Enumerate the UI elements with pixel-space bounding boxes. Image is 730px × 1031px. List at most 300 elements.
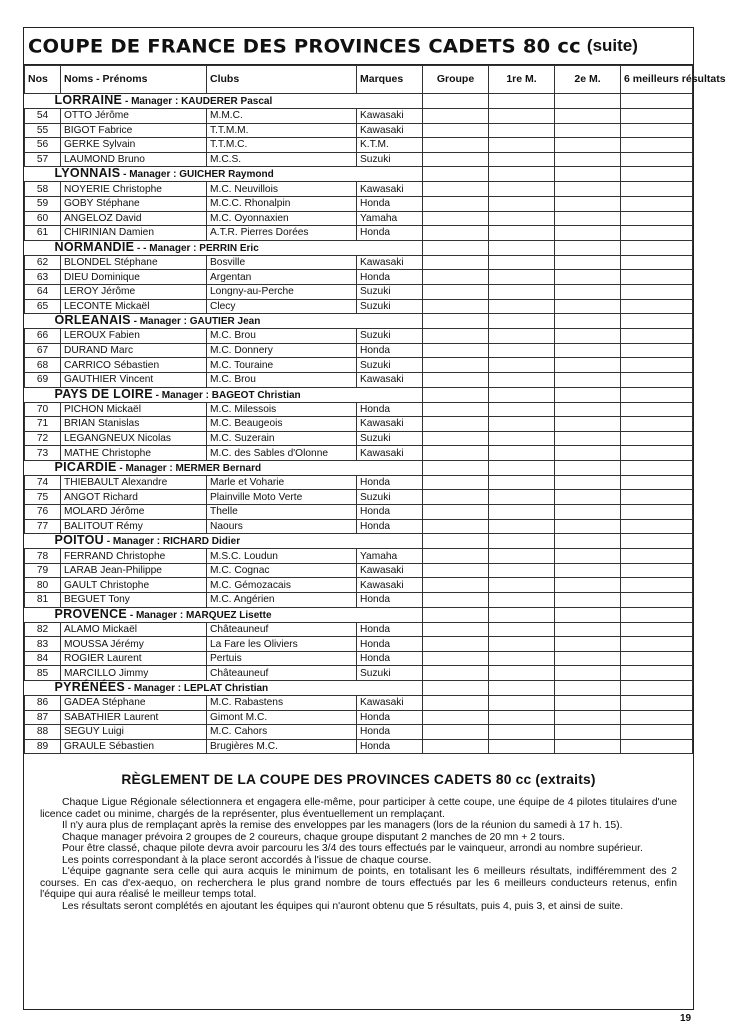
rider-name: ALAMO Mickaël — [61, 622, 207, 637]
header-clubs: Clubs — [207, 66, 357, 94]
region-manager: - - Manager : PERRIN Eric — [134, 242, 259, 254]
region-manager: - Manager : BAGEOT Christian — [152, 389, 301, 401]
table-row — [25, 446, 693, 461]
manche1-cell — [489, 109, 555, 124]
rider-name: MARCILLO Jimmy — [61, 666, 207, 681]
region-spacer-cell — [489, 534, 555, 549]
region-spacer-cell — [489, 681, 555, 696]
rider-number: 84 — [25, 651, 61, 666]
rider-name: ANGELOZ David — [61, 211, 207, 226]
manche2-cell — [555, 431, 621, 446]
rider-club: Châteauneuf — [207, 622, 357, 637]
region-spacer-cell — [621, 387, 693, 402]
best6-cell — [621, 270, 693, 285]
manche2-cell — [555, 255, 621, 270]
groupe-cell — [423, 358, 489, 373]
manche1-cell — [489, 622, 555, 637]
header-marques: Marques — [357, 66, 423, 94]
best6-cell — [621, 152, 693, 167]
rider-number: 62 — [25, 255, 61, 270]
rider-club: Gimont M.C. — [207, 710, 357, 725]
rider-number: 56 — [25, 138, 61, 153]
rider-name: MATHE Christophe — [61, 446, 207, 461]
manche1-cell — [489, 343, 555, 358]
region-spacer-cell — [489, 240, 555, 255]
rider-brand: Honda — [357, 270, 423, 285]
region-manager: - Manager : GUICHER Raymond — [120, 169, 274, 181]
table-row — [25, 696, 693, 711]
rider-brand: Honda — [357, 519, 423, 534]
region-spacer-cell — [621, 314, 693, 329]
manche2-cell — [555, 739, 621, 754]
rider-club: Thelle — [207, 505, 357, 520]
rider-club: Clecy — [207, 299, 357, 314]
region-name: POITOU — [54, 533, 104, 548]
manche1-cell — [489, 402, 555, 417]
region-header-row — [25, 607, 693, 622]
table-row — [25, 490, 693, 505]
manche1-cell — [489, 196, 555, 211]
region-spacer-cell — [423, 167, 489, 182]
header-1re-manche: 1re M. — [489, 66, 555, 94]
manche1-cell — [489, 593, 555, 608]
groupe-cell — [423, 563, 489, 578]
region-spacer-cell — [489, 167, 555, 182]
rider-brand: Yamaha — [357, 211, 423, 226]
rider-brand: Kawasaki — [357, 417, 423, 432]
table-row — [25, 431, 693, 446]
rider-name: BALITOUT Rémy — [61, 519, 207, 534]
table-row — [25, 593, 693, 608]
rider-brand: Suzuki — [357, 284, 423, 299]
rider-name: LECONTE Mickaël — [61, 299, 207, 314]
table-row — [25, 505, 693, 520]
best6-cell — [621, 651, 693, 666]
rider-club: M.C. Oyonnaxien — [207, 211, 357, 226]
rider-club: Plainville Moto Verte — [207, 490, 357, 505]
table-row — [25, 152, 693, 167]
groupe-cell — [423, 182, 489, 197]
manche2-cell — [555, 505, 621, 520]
table-row — [25, 358, 693, 373]
page-number: 19 — [680, 1013, 692, 1024]
manche2-cell — [555, 329, 621, 344]
rider-name: PICHON Mickaël — [61, 402, 207, 417]
rider-club: T.T.M.C. — [207, 138, 357, 153]
rider-number: 68 — [25, 358, 61, 373]
rider-brand: Suzuki — [357, 666, 423, 681]
best6-cell — [621, 637, 693, 652]
groupe-cell — [423, 637, 489, 652]
rider-number: 86 — [25, 696, 61, 711]
rider-brand: Honda — [357, 196, 423, 211]
best6-cell — [621, 284, 693, 299]
table-row — [25, 622, 693, 637]
region-spacer-cell — [423, 534, 489, 549]
groupe-cell — [423, 109, 489, 124]
region-spacer-cell — [621, 94, 693, 109]
region-spacer-cell — [489, 387, 555, 402]
region-spacer-cell — [489, 607, 555, 622]
rider-name: ANGOT Richard — [61, 490, 207, 505]
rider-name: SEGUY Luigi — [61, 725, 207, 740]
groupe-cell — [423, 549, 489, 564]
manche1-cell — [489, 446, 555, 461]
rules-paragraph: Il n'y aura plus de remplaçant après la remise des enveloppes par les managers (lors de la réunion du samedi à 17 h. 15). — [62, 820, 623, 832]
best6-cell — [621, 490, 693, 505]
manche2-cell — [555, 563, 621, 578]
rider-brand: Honda — [357, 622, 423, 637]
rider-name: LEROY Jérôme — [61, 284, 207, 299]
manche1-cell — [489, 299, 555, 314]
manche2-cell — [555, 710, 621, 725]
region-spacer-cell — [423, 314, 489, 329]
manche2-cell — [555, 109, 621, 124]
header-nos: Nos — [25, 66, 61, 94]
best6-cell — [621, 123, 693, 138]
rules-paragraph: Les résultats seront complétés en ajoutant les équipes qui n'auront obtenu que 5 résultats, puis 4, puis 3, et ainsi de suite. — [62, 900, 624, 912]
riders-table — [24, 65, 726, 754]
manche1-cell — [489, 417, 555, 432]
region-spacer-cell — [555, 460, 621, 475]
rider-number: 88 — [25, 725, 61, 740]
rider-club: M.C. Angérien — [207, 593, 357, 608]
manche2-cell — [555, 651, 621, 666]
rider-club: M.C. Cognac — [207, 563, 357, 578]
rider-brand: Honda — [357, 739, 423, 754]
groupe-cell — [423, 490, 489, 505]
rider-brand: Kawasaki — [357, 372, 423, 387]
rider-number: 74 — [25, 475, 61, 490]
manche2-cell — [555, 490, 621, 505]
rider-club: Longny-au-Perche — [207, 284, 357, 299]
rider-club: T.T.M.M. — [207, 123, 357, 138]
manche1-cell — [489, 637, 555, 652]
rider-number: 57 — [25, 152, 61, 167]
manche1-cell — [489, 739, 555, 754]
region-spacer-cell — [621, 681, 693, 696]
rider-club: Argentan — [207, 270, 357, 285]
groupe-cell — [423, 211, 489, 226]
region-spacer-cell — [555, 94, 621, 109]
table-row — [25, 563, 693, 578]
region-name: PYRÉNÉES — [54, 680, 125, 694]
best6-cell — [621, 138, 693, 153]
rider-number: 77 — [25, 519, 61, 534]
rider-club: M.C. des Sables d'Olonne — [207, 446, 357, 461]
groupe-cell — [423, 519, 489, 534]
rider-name: THIEBAULT Alexandre — [61, 475, 207, 490]
groupe-cell — [423, 475, 489, 490]
manche2-cell — [555, 593, 621, 608]
groupe-cell — [423, 431, 489, 446]
rider-club: M.C. Gémozacais — [207, 578, 357, 593]
rider-brand: Honda — [357, 343, 423, 358]
groupe-cell — [423, 578, 489, 593]
rider-number: 63 — [25, 270, 61, 285]
rider-name: BRIAN Stanislas — [61, 417, 207, 432]
table-row — [25, 270, 693, 285]
manche1-cell — [489, 696, 555, 711]
groupe-cell — [423, 651, 489, 666]
rules-paragraph: Chaque Ligue Régionale sélectionnera et engagera elle-même, pour participer à cette coupe, une équipe de 4 pilotes titulaires d'une licence cadet ou minime, chargés de la représenter, plus éventuellement un remplaçant. — [40, 797, 677, 820]
rider-name: LEROUX Fabien — [61, 329, 207, 344]
rider-name: LARAB Jean-Philippe — [61, 563, 207, 578]
manche2-cell — [555, 270, 621, 285]
rider-club: M.C. Donnery — [207, 343, 357, 358]
rider-name: SABATHIER Laurent — [61, 710, 207, 725]
groupe-cell — [423, 270, 489, 285]
manche2-cell — [555, 372, 621, 387]
groupe-cell — [423, 666, 489, 681]
manche2-cell — [555, 123, 621, 138]
region-header — [25, 240, 423, 255]
region-header — [25, 460, 423, 475]
table-row — [25, 196, 693, 211]
table-row — [25, 402, 693, 417]
rider-name: LAUMOND Bruno — [61, 152, 207, 167]
rider-club: Brugières M.C. — [207, 739, 357, 754]
best6-cell — [621, 578, 693, 593]
manche1-cell — [489, 549, 555, 564]
best6-cell — [621, 343, 693, 358]
manche1-cell — [489, 578, 555, 593]
manche1-cell — [489, 490, 555, 505]
rider-club: M.C. Touraine — [207, 358, 357, 373]
rider-club: M.C. Brou — [207, 329, 357, 344]
best6-cell — [621, 475, 693, 490]
region-header-row — [25, 387, 693, 402]
title-suite: (suite) — [586, 36, 638, 55]
manche1-cell — [489, 211, 555, 226]
best6-cell — [621, 255, 693, 270]
rider-club: M.C. Brou — [207, 372, 357, 387]
table-row — [25, 343, 693, 358]
rider-number: 70 — [25, 402, 61, 417]
rider-name: GOBY Stéphane — [61, 196, 207, 211]
rider-number: 65 — [25, 299, 61, 314]
rider-club: M.C. Rabastens — [207, 696, 357, 711]
table-row — [25, 739, 693, 754]
rider-number: 78 — [25, 549, 61, 564]
region-spacer-cell — [621, 460, 693, 475]
rider-brand: Honda — [357, 651, 423, 666]
manche1-cell — [489, 372, 555, 387]
region-spacer-cell — [489, 460, 555, 475]
region-manager: - Manager : MERMER Bernard — [116, 462, 262, 474]
best6-cell — [621, 739, 693, 754]
groupe-cell — [423, 446, 489, 461]
rider-name: CHIRINIAN Damien — [61, 226, 207, 241]
best6-cell — [621, 196, 693, 211]
table-row — [25, 519, 693, 534]
rider-brand: Kawasaki — [357, 446, 423, 461]
manche2-cell — [555, 446, 621, 461]
manche1-cell — [489, 329, 555, 344]
region-spacer-cell — [423, 681, 489, 696]
rider-club: M.C.C. Rhonalpin — [207, 196, 357, 211]
region-header — [25, 167, 423, 182]
best6-cell — [621, 696, 693, 711]
region-name: ORLEANAIS — [54, 313, 131, 328]
rider-number: 82 — [25, 622, 61, 637]
region-name: NORMANDIE — [54, 239, 135, 254]
best6-cell — [621, 505, 693, 520]
region-manager: - Manager : RICHARD Didier — [104, 536, 241, 548]
manche1-cell — [489, 152, 555, 167]
rules-paragraph: Les points correspondant à la place seront accordés à l'issue de chaque course. — [62, 854, 432, 866]
manche1-cell — [489, 666, 555, 681]
manche2-cell — [555, 211, 621, 226]
rider-number: 80 — [25, 578, 61, 593]
region-header — [25, 314, 423, 329]
rider-number: 76 — [25, 505, 61, 520]
manche2-cell — [555, 417, 621, 432]
rider-name: ROGIER Laurent — [61, 651, 207, 666]
region-spacer-cell — [621, 534, 693, 549]
rider-number: 61 — [25, 226, 61, 241]
manche2-cell — [555, 622, 621, 637]
rider-number: 59 — [25, 196, 61, 211]
region-name: PAYS DE LOIRE — [54, 386, 153, 401]
rider-number: 73 — [25, 446, 61, 461]
page-frame — [23, 27, 726, 1010]
rider-name: DURAND Marc — [61, 343, 207, 358]
groupe-cell — [423, 255, 489, 270]
manche1-cell — [489, 505, 555, 520]
best6-cell — [621, 593, 693, 608]
table-row — [25, 123, 693, 138]
rider-number: 83 — [25, 637, 61, 652]
rider-brand: Kawasaki — [357, 109, 423, 124]
rider-club: M.C.S. — [207, 152, 357, 167]
groupe-cell — [423, 725, 489, 740]
rules-section — [24, 754, 693, 912]
best6-cell — [621, 417, 693, 432]
region-spacer-cell — [621, 607, 693, 622]
region-spacer-cell — [555, 534, 621, 549]
region-spacer-cell — [621, 167, 693, 182]
groupe-cell — [423, 505, 489, 520]
rider-number: 66 — [25, 329, 61, 344]
rider-number: 58 — [25, 182, 61, 197]
manche1-cell — [489, 182, 555, 197]
table-row — [25, 578, 693, 593]
manche1-cell — [489, 475, 555, 490]
rider-brand: Suzuki — [357, 152, 423, 167]
rider-club: M.M.C. — [207, 109, 357, 124]
rider-brand: Kawasaki — [357, 123, 423, 138]
table-row — [25, 284, 693, 299]
rider-club: A.T.R. Pierres Dorées — [207, 226, 357, 241]
manche2-cell — [555, 666, 621, 681]
header-6-meilleurs: 6 meilleurs résultats — [621, 66, 693, 94]
region-manager: - Manager : LEPLAT Christian — [124, 683, 269, 694]
manche1-cell — [489, 725, 555, 740]
best6-cell — [621, 431, 693, 446]
manche2-cell — [555, 182, 621, 197]
groupe-cell — [423, 402, 489, 417]
best6-cell — [621, 182, 693, 197]
best6-cell — [621, 372, 693, 387]
best6-cell — [621, 329, 693, 344]
groupe-cell — [423, 226, 489, 241]
manche2-cell — [555, 196, 621, 211]
groupe-cell — [423, 138, 489, 153]
region-header — [25, 387, 423, 402]
groupe-cell — [423, 284, 489, 299]
region-spacer-cell — [423, 460, 489, 475]
best6-cell — [621, 211, 693, 226]
rider-name: GERKE Sylvain — [61, 138, 207, 153]
table-row — [25, 666, 693, 681]
manche2-cell — [555, 226, 621, 241]
region-spacer-cell — [555, 314, 621, 329]
rider-club: M.C. Neuvillois — [207, 182, 357, 197]
manche2-cell — [555, 402, 621, 417]
region-header-row — [25, 167, 693, 182]
rider-number: 54 — [25, 109, 61, 124]
rider-brand: Suzuki — [357, 490, 423, 505]
rider-number: 85 — [25, 666, 61, 681]
rider-number: 75 — [25, 490, 61, 505]
region-spacer-cell — [489, 94, 555, 109]
rider-club: M.C. Beaugeois — [207, 417, 357, 432]
table-row — [25, 637, 693, 652]
rider-club: Bosville — [207, 255, 357, 270]
region-manager: - Manager : GAUTIER Jean — [130, 316, 261, 328]
groupe-cell — [423, 343, 489, 358]
table-row — [25, 109, 693, 124]
rider-number: 87 — [25, 710, 61, 725]
rider-brand: Honda — [357, 402, 423, 417]
manche1-cell — [489, 651, 555, 666]
rider-number: 67 — [25, 343, 61, 358]
rider-brand: Kawasaki — [357, 578, 423, 593]
rider-brand: Kawasaki — [357, 563, 423, 578]
table-row — [25, 549, 693, 564]
region-header-row — [25, 460, 693, 475]
region-name: PROVENCE — [54, 606, 128, 621]
rider-brand: Honda — [357, 637, 423, 652]
table-row — [25, 725, 693, 740]
region-name: LORRAINE — [54, 93, 123, 107]
region-spacer-cell — [555, 167, 621, 182]
rider-number: 60 — [25, 211, 61, 226]
region-header — [25, 534, 423, 549]
manche1-cell — [489, 255, 555, 270]
manche1-cell — [489, 710, 555, 725]
manche1-cell — [489, 563, 555, 578]
region-spacer-cell — [423, 387, 489, 402]
groupe-cell — [423, 622, 489, 637]
rider-brand: Yamaha — [357, 549, 423, 564]
region-header — [25, 94, 423, 109]
manche1-cell — [489, 123, 555, 138]
header-groupe: Groupe — [423, 66, 489, 94]
region-header-row — [25, 681, 693, 696]
region-manager: - Manager : KAUDERER Pascal — [122, 96, 273, 107]
rules-paragraph: Pour être classé, chaque pilote devra avoir parcouru les 3/4 des tours effectués par le vainqueur, arrondi au nombre supérieur. — [62, 843, 643, 855]
manche2-cell — [555, 549, 621, 564]
rider-club: M.S.C. Loudun — [207, 549, 357, 564]
rider-club: Naours — [207, 519, 357, 534]
rider-number: 55 — [25, 123, 61, 138]
rider-brand: Honda — [357, 505, 423, 520]
rider-name: GRAULE Sébastien — [61, 739, 207, 754]
rider-club: M.C. Milessois — [207, 402, 357, 417]
best6-cell — [621, 109, 693, 124]
